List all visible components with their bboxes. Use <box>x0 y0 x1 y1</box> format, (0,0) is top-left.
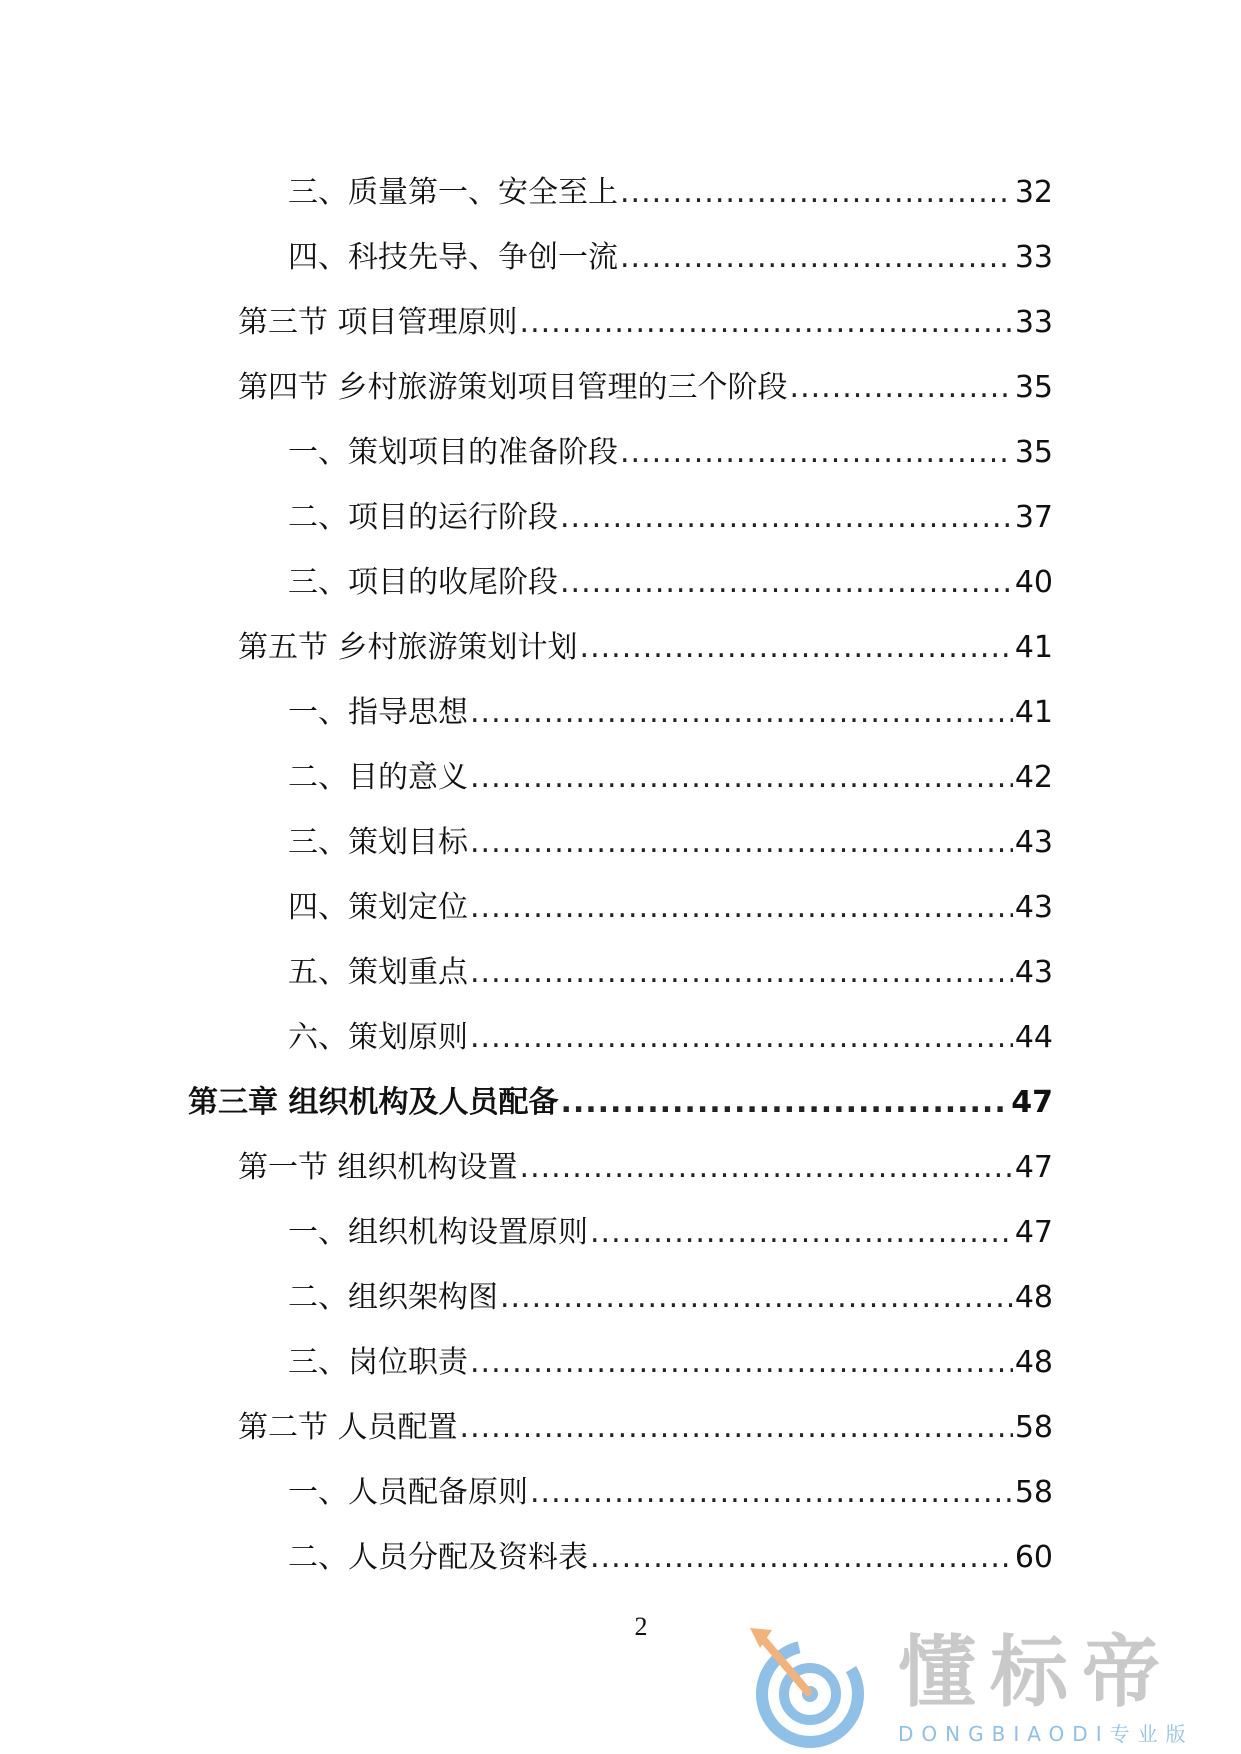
watermark-title: 懂标帝 <box>898 1628 1175 1718</box>
toc-leader-dots <box>470 875 1013 940</box>
toc-entry[interactable] <box>0 745 1241 810</box>
toc-entry-title: 第三章 组织机构及人员配备 <box>188 1085 559 1120</box>
toc-leader-dots <box>590 1200 1013 1265</box>
toc-entry-title: 五、策划重点 <box>288 955 468 990</box>
toc-entry[interactable] <box>0 810 1241 875</box>
toc-entry-page: 44 <box>1014 1020 1053 1055</box>
target-arrow-icon <box>748 1620 868 1750</box>
toc-leader-dots <box>620 160 1013 225</box>
toc-entry[interactable] <box>0 160 1241 225</box>
toc-entry-title: 三、策划目标 <box>288 825 468 860</box>
toc-leader-dots <box>520 290 1013 355</box>
toc-entry-title: 三、质量第一、安全至上 <box>288 175 618 210</box>
toc-entry[interactable] <box>0 290 1241 355</box>
toc-entry-page: 58 <box>1014 1410 1053 1445</box>
toc-entry-title: 第一节 组织机构设置 <box>238 1150 518 1185</box>
toc-entry-title: 三、岗位职责 <box>288 1345 468 1380</box>
toc-leader-dots <box>590 1525 1013 1590</box>
toc-leader-dots <box>580 615 1013 680</box>
toc-leader-dots <box>530 1460 1013 1525</box>
toc-entry-title: 一、策划项目的准备阶段 <box>288 435 618 470</box>
toc-entry-page: 43 <box>1014 825 1053 860</box>
toc-entry[interactable] <box>0 1005 1241 1070</box>
toc-entry-page: 41 <box>1014 630 1053 665</box>
toc-leader-dots <box>470 745 1013 810</box>
toc-leader-dots <box>790 355 1013 420</box>
toc-entry-title: 四、科技先导、争创一流 <box>288 240 618 275</box>
toc-entry[interactable] <box>0 940 1241 1005</box>
toc-entry-title: 一、组织机构设置原则 <box>288 1215 588 1250</box>
toc-entry-page: 35 <box>1014 435 1053 470</box>
toc-leader-dots <box>470 680 1013 745</box>
toc-entry[interactable] <box>0 1200 1241 1265</box>
toc-leader-dots <box>470 810 1013 875</box>
toc-leader-dots <box>560 485 1013 550</box>
toc-leader-dots <box>500 1265 1013 1330</box>
toc-entry-page: 33 <box>1014 305 1053 340</box>
toc-leader-dots <box>520 1135 1013 1200</box>
toc-entry-page: 32 <box>1014 175 1053 210</box>
toc-entry[interactable] <box>0 1395 1241 1460</box>
toc-entry-page: 47 <box>1014 1150 1053 1185</box>
toc-entry-page: 33 <box>1014 240 1053 275</box>
toc-entry-title: 二、项目的运行阶段 <box>288 500 558 535</box>
toc-entry[interactable] <box>0 225 1241 290</box>
toc-entry-page: 35 <box>1014 370 1053 405</box>
toc-entry-page: 47 <box>1011 1085 1053 1120</box>
toc-entry-page: 40 <box>1014 565 1053 600</box>
toc-entry-page: 58 <box>1014 1475 1053 1510</box>
toc-leader-dots <box>560 1070 1009 1135</box>
toc-entry[interactable] <box>0 680 1241 745</box>
toc-entry-title: 一、指导思想 <box>288 695 468 730</box>
toc-entry-page: 60 <box>1014 1540 1053 1575</box>
watermark <box>748 1620 1228 1750</box>
toc-entry-title: 二、人员分配及资料表 <box>288 1540 588 1575</box>
toc-entry-chapter[interactable] <box>0 1070 1241 1135</box>
toc-entry-title: 六、策划原则 <box>288 1020 468 1055</box>
toc-entry[interactable] <box>0 1525 1241 1590</box>
toc-leader-dots <box>470 1005 1013 1070</box>
toc-entry-title: 三、项目的收尾阶段 <box>288 565 558 600</box>
toc-entry-page: 48 <box>1014 1345 1053 1380</box>
toc-entry-page: 43 <box>1014 955 1053 990</box>
toc-leader-dots <box>470 940 1013 1005</box>
toc-entry-title: 第四节 乡村旅游策划项目管理的三个阶段 <box>238 370 788 405</box>
toc-entry[interactable] <box>0 420 1241 485</box>
toc-leader-dots <box>560 550 1013 615</box>
toc-entry[interactable] <box>0 1330 1241 1395</box>
toc-entry-page: 37 <box>1014 500 1053 535</box>
toc-entry[interactable] <box>0 550 1241 615</box>
toc-entry-page: 41 <box>1014 695 1053 730</box>
toc-entry-page: 42 <box>1014 760 1053 795</box>
toc-entry-page: 43 <box>1014 890 1053 925</box>
toc-leader-dots <box>460 1395 1013 1460</box>
watermark-subtitle: DONGBIAODI专业版 <box>898 1722 1194 1746</box>
toc-entry[interactable] <box>0 1460 1241 1525</box>
toc-leader-dots <box>470 1330 1013 1395</box>
toc-entry[interactable] <box>0 875 1241 940</box>
toc-entry-title: 第三节 项目管理原则 <box>238 305 518 340</box>
table-of-contents <box>0 160 1241 1590</box>
toc-leader-dots <box>620 420 1013 485</box>
toc-entry[interactable] <box>0 1265 1241 1330</box>
toc-entry-page: 48 <box>1014 1280 1053 1315</box>
toc-entry-title: 第五节 乡村旅游策划计划 <box>238 630 578 665</box>
toc-entry-page: 47 <box>1014 1215 1053 1250</box>
toc-entry-title: 二、目的意义 <box>288 760 468 795</box>
toc-entry[interactable] <box>0 485 1241 550</box>
toc-leader-dots <box>620 225 1013 290</box>
toc-entry[interactable] <box>0 615 1241 680</box>
page-number: 2 <box>634 1612 648 1641</box>
toc-entry[interactable] <box>0 1135 1241 1200</box>
toc-entry-title: 第二节 人员配置 <box>238 1410 458 1445</box>
toc-entry-title: 二、组织架构图 <box>288 1280 498 1315</box>
toc-entry-title: 一、人员配备原则 <box>288 1475 528 1510</box>
toc-entry-title: 四、策划定位 <box>288 890 468 925</box>
toc-entry[interactable] <box>0 355 1241 420</box>
